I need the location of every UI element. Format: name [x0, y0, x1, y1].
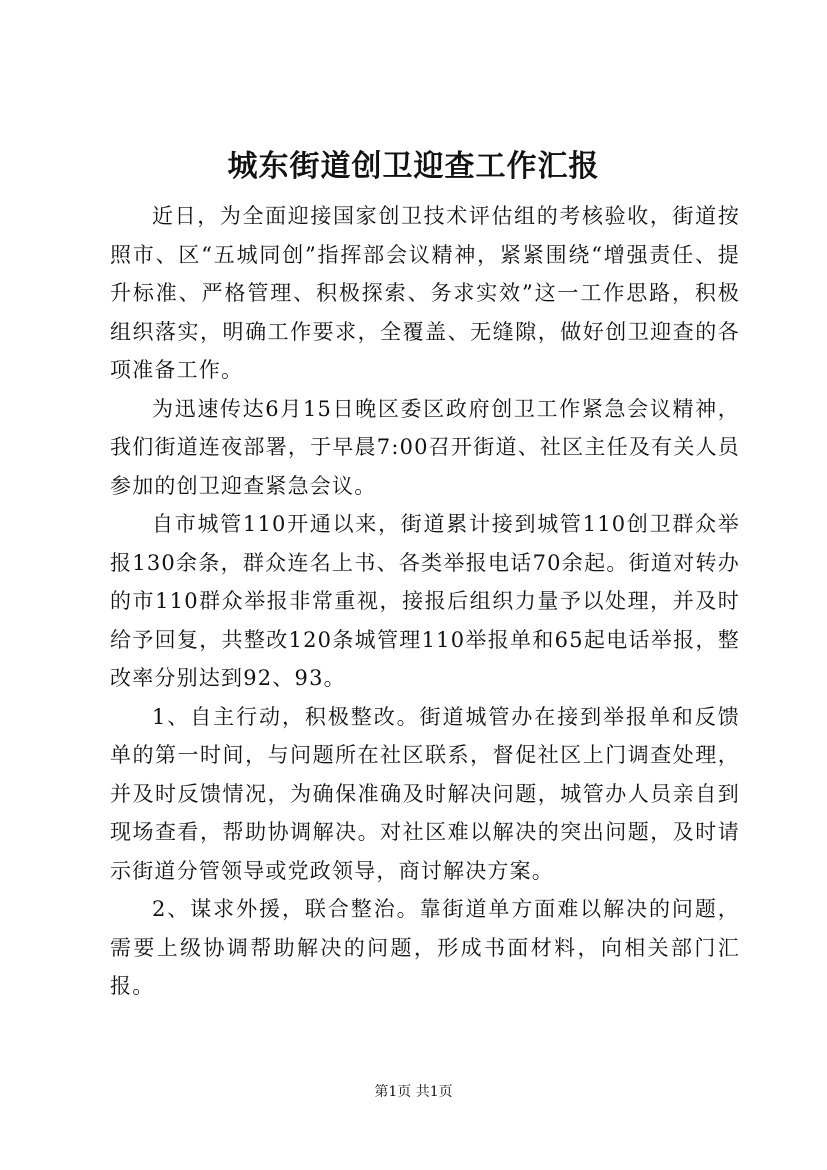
paragraph-110-reports: 自市城管110开通以来，街道累计接到城管110创卫群众举报130余条，群众连名上书、各类举报电话70余起。街道对转办的市110群众举报非常重视，接报后组织力量予以处理，并及时给予回复，共整改120条城管理110举报单和65起电话举报，整改率分别达到92、93。	[110, 512, 740, 690]
paragraph-meeting: 为迅速传达6月15日晚区委区政府创卫工作紧急会议精神，我们街道连夜部署，于早晨7:00召开街道、社区主任及有关人员参加的创卫迎查紧急会议。	[110, 396, 740, 498]
paragraph-intro: 近日，为全面迎接国家创卫技术评估组的考核验收，街道按照市、区“五城同创”指挥部会议精神，紧紧围绕“增强责任、提升标准、严格管理、积极探索、务求实效”这一工作思路，积极组织落实，明确工作要求，全覆盖、无缝隙，做好创卫迎查的各项准备工作。	[110, 204, 740, 382]
document-body	[110, 197, 740, 1006]
paragraph-item-2: 2、谋求外援，联合整治。靠街道单方面难以解决的问题，需要上级协调帮助解决的问题，形成书面材料，向相关部门汇报。	[110, 897, 740, 998]
document-title: 城东街道创卫迎查工作汇报	[227, 149, 600, 184]
paragraph-item-1: 1、自主行动，积极整改。街道城管办在接到举报单和反馈单的第一时间，与问题所在社区联系，督促社区上门调查处理，并及时反馈情况，为确保准确及时解决问题，城管办人员亲自到现场查看，帮助协调解决。对社区难以解决的突出问题，及时请示街道分管领导或党政领导，商讨解决方案。	[110, 704, 740, 883]
page-footer: 第1页 共1页	[374, 1084, 453, 1100]
